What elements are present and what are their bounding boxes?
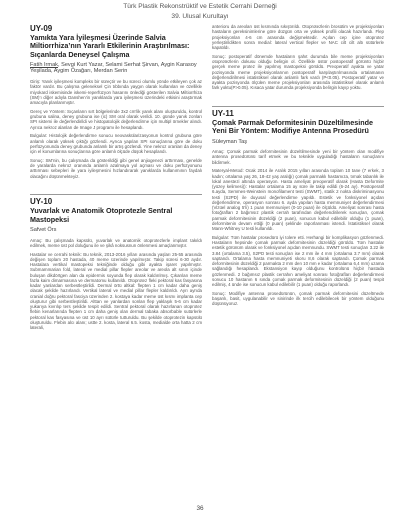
abstract-authors — [30, 62, 202, 75]
abstract-title: Yamıkta Yara İyileşmesi Üzerinde Salvia Miltiorrhiza’nın Yararlı Etkilerinin Araştırılması: Sıçanlarda Deneysel Çalışma — [30, 33, 190, 59]
co-authors: , Sevgi Kurt Yazar, Selami Serhat Şirvan, Aygin Karasoy Yeşilada, Aygim Özağarı, Merdan Serin — [30, 61, 197, 75]
paragraph-aim: Amaç: Çomak parmak deformitesinin düzeltilmesinde yeni bir yöntem olan modifiye antenna prosedürünü tarif etmek ve bu teknikle uyguladığı hastaların sonuçlarını bildirmek. — [212, 149, 384, 165]
abstract-authors: Süleyman Taş — [212, 138, 248, 145]
paragraph-methods: Materyal-Metod: Ocak 2014 ile Aralık 2015 yılları arasında toplam 10 tane (7 erkek, 3 kadın; ortalama yaş 26, 18-42 yaş aralığı) çomak parmaklı hastamıza, tırnak tabanlık ile lokal anestezi altında operasyon. Hasta ameliyat preoperatif olarak (Hasta Deformite (yüzey kelimesi)): Hastalar ortalama 15 ay süre ile takip edildi (6-24 ay). Postoperatif 6.ayda, Semmes-Weinstein monofilament testi (SWMT), statik 2 nokta diskriminasyonu testi (S2PD) ile duyusal değerlendirme yapıldı. Estetik ve fonksiyonel açıdan değerlendirme, operasyon sonrası 6. ayda yapılan hasta memnuniyet değerlendirmesi (Vizüel analog 5’li) 1 puan memnuniyet (0-10 puan) ile ölçüldü. Ameliyat sonrası hasta fotoğrafları 2 bağımsız plastik cerrah tarafından değerlendirilerek sonuçları, çomak parmak deformitesinin düzeldiği (2 puan), sonucun kabul edilebilir olduğu (1 puan), deformitenin devam ettiği (0 puan) şeklinde raporlanması istendi. İstatistiksel olarak Mann-Whitney U testi kullanıldı. — [212, 168, 384, 232]
congress-name: 39. Ulusal Kurultayı — [171, 13, 229, 20]
paragraph-continued: anterioru da areoları üst kısmında sıkıştırıldı. Otoprotezlerin brosütim ve projeksiyonları hastaların gereksinimlerine göre düzgün orta ve yüksek profili olacak hazırlandı. Flep projeksiyonları 4-6 cm arasında değişmektedir. Açılan cep içine otoprotez yerleştirildikten sonra medial: lateral vertical flepler ve NAC cilt cilt altı sütürlerle kapatıldı. — [212, 24, 384, 50]
presenting-author: Fatih Irmak — [30, 61, 58, 68]
section-divider — [30, 194, 202, 195]
paragraph-conclusion: Sonuç: SM’nin, bu çalışmada da gösterildiği gibi genel anjiogenezi arttırması, genelde de yaralarda nekroz oranında anlamlı azalmaya yol açması ve doku perfüzyonunu arttırması sebepleri ile yara iyileşmesini hızlandırarak yanıklarda kullanımının faydalı olacağını düşünmekteyiz. — [30, 157, 202, 179]
abstract-authors: Safvet Örs — [30, 226, 57, 233]
paragraph-results: Bulgular: Histolojik değerlendirme sonucu neovaskülarizasyonun kontrol grubuna göre anlamlı olarak yüksek çıktığı gözlendi. Ayrıca yapılan SPI sonuçlarına göre de doku perfüzyonunda deney grubunda anlamlı bir artış gözlendi. Yine nekroz oranları da deney için el konumlarına sonuçlarına göre anlamlı ölçüde düşük hesaplandı. — [30, 133, 202, 155]
paragraph-conclusion: Sonuç: postoperatif dönemde hastaların şahıt durumda bile meme projeksiyonları otoprotezlerin dokusu olduğu belirgin ol. Özellikle üstür postoperatif görüntü hiçbir gerçek meme protez ile yapılmış mastopeksi görüldü. Preoperatif ayakta ve yatar pozisyonda meme projeksiyonlarının postoperatif karşılaştırılmasında ortalamanın değerlendirilmesi istatistiksel olarak anlamlı fark vardı (P<0.05). Postoperatif yatar ve ayakta pozisyonda ölçülen meme projeksiyonları arasında istatistiksel olarak anlamlı fark yoktu(P>0.05). Kısaca yatar durumda projeksiyonda belirgin kayıp yoktu. — [212, 53, 384, 91]
society-name: Türk Plastik Rekonstrüktif ve Estetik Cerrahi Derneği — [123, 3, 277, 10]
abstract-code: UY-10 — [30, 197, 53, 207]
paragraph-technique: Hastalar ve cerrahi teknik: Bu teknik, 2013-2016 yılları arasında yaşları 25-55 arasında değişen toplam 20 hastada, 40 meme üzerinde yapılmıştır. Takip süresi 6-30 aydır. Hastalara vertikal mastopeksi tekniğinde olduğu gibi ayakta işaret yapılmıştır. Submammarian fold, lateral ve medial pillar flepler areolar ve areola alt sınırı içinde buluşan dikdörtgen alan da epidermis soyunda flep olarak kaldırılmış. Çıkarılan meme fazla kaim dimarmasına ve dermatomu kullanıldı. Otoprotez fleki pektoral kas fasyasına kadar yanlardan serbestleştirildi. Dermal örtü altkal: flepten 1 cm kadar daha geniş olacak şekilde hazırlandı. Vertikal lateral ve medial pillar flepler kaldırıldı. Ayrı ayrıda cranial doğru pektoral fasciya üzerinden 2. kostaya kadar meme üst kısmı implanta cep oluşturur gibi serbestleştirildi. Alttan ve yanlardan sonlan flep yaklaşık 5-6 cm kadar yukarıya kıvrılıp ters şekilde tespit edildi. Sentral pektoral olarak hazırlanan otoprotez flebin kenarlarında flepten 1 cm daha geniş olan dermal tabaka absorbable sutürlerle pektoral kas fasyasına ve üst 10 ayrı sütürle tutturuldu. Bu şekilde otoprotezin kapsülü oluşturuldu. Flebin alcı alanı; ustte 2. kosta, lateral 6.5. kosta, medialde orta hatta 2 cm laterali, — [30, 251, 202, 331]
paragraph-aim: Amaç: Bu çalışmada kapsülü, yuvarlak ve anatomik otoprotezlerle implant takıldı edilmek, meme üst pol doluğunu ile ve şikâ noksusnun önlenmesi amaçlanmıştır. — [30, 237, 202, 248]
abstract-code: UY-11 — [212, 109, 234, 118]
page-number: 36 — [196, 505, 204, 512]
paragraph-conclusion: Sonuç: Modifiye antenna prosedürünün, çomak parmak deformitesini düzeltmede başarılı, basit, uygulanabilir ve sinirinde ilk tercih edilebilecek bir yöntem olduğunu düşünüyoruz. — [212, 290, 384, 307]
paragraph-methods: Gereç ve Yöntem: Sıçanların sırt bölgelerinde 3x2 cm’lik yanık alanı oluşturuldu, kontrol grubuna salina, deney grubuna ise (ic) SM oral olarak verildi. 10. günde yanık zonları SPI sistemi ile değerlendirildi ve histopatolojik değerlendirme için multipl örnekler alındı. Ayrıca nekroz alanları de Image J programı ile hesaplandı. — [30, 108, 202, 130]
abstract-title: Yuvarlak ve Anatomik Otoprotezle Sentral Mastopeksi — [30, 206, 173, 224]
right-column — [212, 24, 384, 310]
section-divider — [212, 106, 384, 107]
paragraph-results: Bulgular: Tüm hastalar prosedürü iyi tolere etti. Herhangi bir komplikasyon gözlenmedi. Hastaların hepsinde çomak parmak deformitesinin düzeldiği görüldü. Tüm hastalar estetik görünüm olarak ve fonksiyonel açıdan memnundu. SWMT testi sonuçları 3.22 ile 3.84 (ortalama 3.5), S2PD testi sonuçları ise 2 mm ile 4 mm (ortalama 3.7 mm) olarak saptandı. Ortalama hasta memnuniyeti skoru 8,6 olarak saptandı. Çomak parmak deformitesinin düzeldiği 2 parmakta 2 mm den 10 mm e kadar (ortalama 6,4 mm) uzama sağlandığı hesaplandı. Ekstansiyon kayıp olduğunu kontrolünü hiçbir hastada gözlenmedi. 2 bağımsız plastik cerrahın ameliyat sonrası fotoğrafları değerlendirmesi sonucu 10 hastanın 6 sında çomak parmak deformitesinin düzeldiği (2 puan) tespit edilmiş, 4 ünde ise sonucun kabul edilebilir (1 puan) olduğu raporlandı. — [212, 234, 384, 288]
paragraph-intro: Giriş: Yanık iyileşmesi kompleks bir süreçtir ve bu süreci olumlu yönde etkileyen çok az faktör vardır. Bu çalışma geleneksel Çin tıbbında yaygın olarak kullanılan ve özellikle miyokard iskemisinde iskemi-reperfüzyon hasarını önlediği gösterilen Salvia Miltiorrhiza (SM)’ı diğer adıyla Danshen’in yanıklarda yara iyileşmesi üzerindeki etkisini araştırmak amacıyla planlanmıştır. — [30, 79, 202, 106]
left-column — [30, 24, 202, 334]
abstract-title: Çomak Parmak Deformitesinin Düzeltilmesinde Yeni Bir Yöntem: Modifiye Antenna Prosedürü — [212, 118, 373, 136]
abstract-code: UY-09 — [30, 24, 53, 33]
